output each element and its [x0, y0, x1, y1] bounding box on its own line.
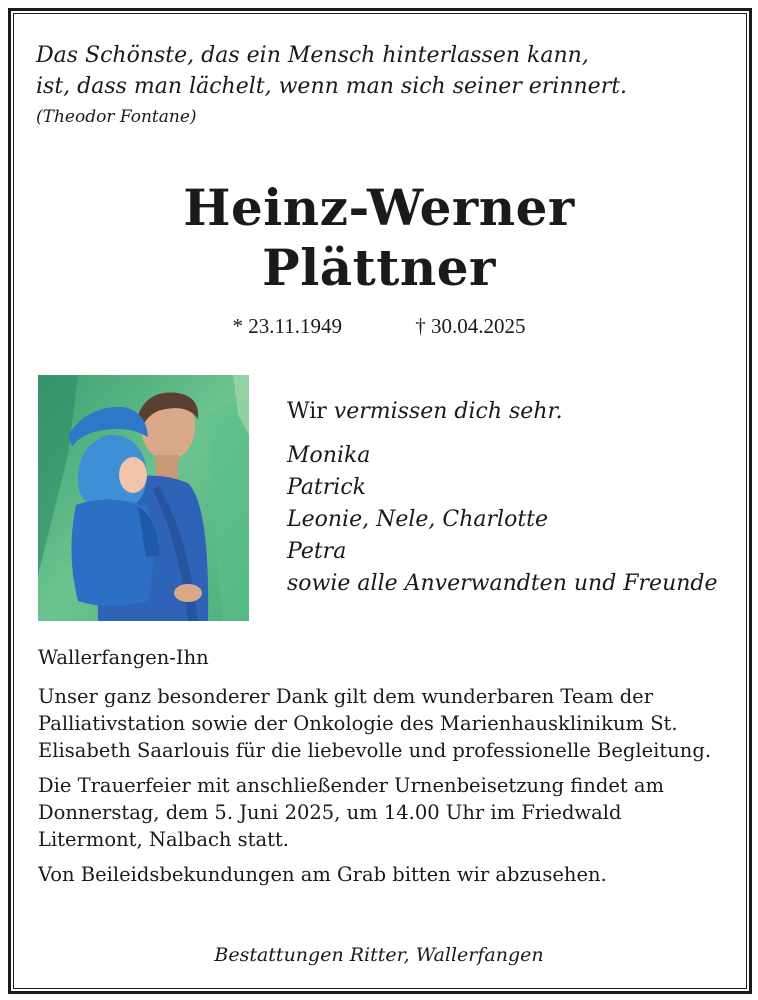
obituary-body — [38, 644, 728, 896]
family-member: Petra — [287, 539, 347, 564]
death-date: † 30.04.2025 — [415, 314, 526, 338]
life-dates — [0, 312, 758, 340]
thanks-paragraph: Unser ganz besonderer Dank gilt dem wunderbaren Team der Palliativstation sowie der Onkologie des Marienhausklinikum St. Elisabeth Saarlouis für die liebevolle und professionelle Begleitung. — [38, 685, 712, 762]
family-member: sowie alle Anverwandten und Freunde — [287, 571, 718, 596]
we-miss-prefix: Wir — [287, 399, 327, 424]
painting-father-child-image — [38, 375, 249, 621]
quote-author: (Theodor Fontane) — [36, 107, 197, 127]
memorial-painting — [38, 375, 249, 621]
memorial-quote — [36, 40, 716, 130]
we-miss-you-line — [287, 396, 747, 428]
quote-line-1: Das Schönste, das ein Mensch hinterlassen kann, — [36, 43, 589, 68]
funeral-paragraph: Die Trauerfeier mit anschließender Urnenbeisetzung findet am Donnerstag, dem 5. Juni 2025, um 14.00 Uhr im Friedwald Litermont, Nalbach statt. — [38, 774, 665, 851]
family-list — [287, 440, 747, 600]
birth-date: * 23.11.1949 — [232, 314, 342, 338]
family-member: Patrick — [287, 475, 366, 500]
condolences-paragraph: Von Beileidsbekundungen am Grab bitten wir abzusehen. — [38, 863, 607, 886]
deceased-last-name: Plättner — [262, 238, 496, 297]
quote-line-2: ist, dass man lächelt, wenn man sich seiner erinnert. — [36, 74, 628, 99]
deceased-first-name: Heinz-Werner — [183, 178, 575, 237]
deceased-name — [0, 178, 758, 298]
undertaker-credit: Bestattungen Ritter, Wallerfangen — [214, 944, 544, 966]
mourners-block — [287, 396, 747, 600]
residence-place: Wallerfangen-Ihn — [38, 646, 209, 669]
we-miss-italic: vermissen dich sehr. — [333, 399, 563, 424]
family-member: Leonie, Nele, Charlotte — [287, 507, 549, 532]
family-member: Monika — [287, 443, 371, 468]
